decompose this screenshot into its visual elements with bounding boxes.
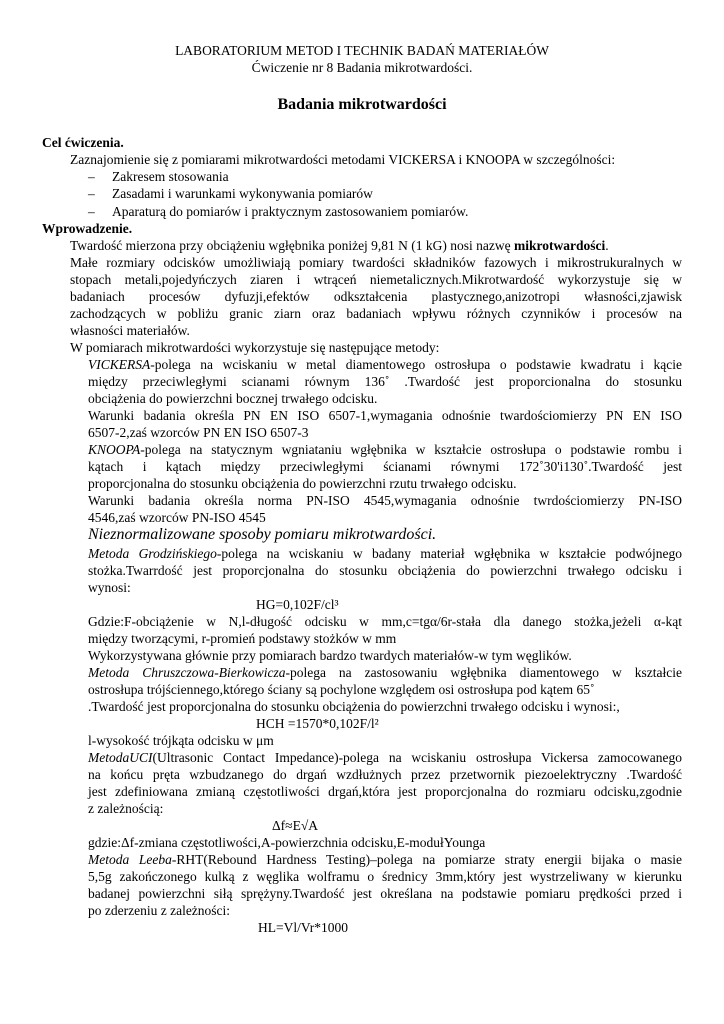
paragraph-line: proporcjonalna do stosunku obciążenia do powierzchni rzutu trwałego odcisku. [88, 476, 517, 491]
section-heading-goal: Cel ćwiczenia. [42, 135, 124, 150]
formula-hg: HG=0,102F/cl³ [256, 597, 339, 612]
paragraph-line: stożka.Twarrdość jest proporcjonalna do stosunku obciążenia do powierzchni trwałego odcisku i [88, 563, 682, 578]
paragraph-line: W pomiarach mikrotwardości wykorzystuje się następujące metody: [70, 340, 440, 355]
paragraph-line: na końcu pręta wzbudzanego do drgań wzdłużnych przez przetwornik piezoelektryczny .Twardość [88, 767, 682, 782]
formula-hl: HL=Vl/Vr*1000 [258, 920, 349, 935]
paragraph-line: kątach i kątach między przeciwległymi ścianami równymi 172˚30'i130˚.Twardość jest [88, 459, 682, 474]
paragraph-line: stopach metali,pojedyńczych ziaren i wtrąceń niemetalicznych.Mikrotwardość wykorzystuje się w [70, 272, 682, 287]
leeb-line-1: Metoda Leeba-RHT(Rebound Hardness Testing)–polega na pomiarze straty energii bijaka o masie [88, 852, 682, 867]
paragraph-line: zachodzących w pobliżu granic ziarn oraz badaniach wpływu różnych czynników i procesów na [70, 306, 682, 321]
paragraph-line: między tworzącymi, r-promień podstawy stożków w mm [88, 631, 397, 646]
paragraph-line: własności materiałów. [70, 323, 190, 338]
formula-uci: Δf≈E√A [272, 818, 318, 833]
paragraph-line: gdzie:Δf-zmiana częstotliwości,A-powierzchnia odcisku,E-modułYounga [88, 835, 486, 850]
bullet-dash: – [88, 204, 95, 219]
paragraph-line: obciążenia do powierzchni bocznej trwałego odcisku. [88, 391, 378, 406]
vickers-line-1: VICKERSA-polega na wciskaniu w metal diamentowego ostrosłupa o podstawie kwadratu i kącie [88, 357, 682, 372]
subsection-heading: Nieznormalizowane sposoby pomiaru mikrotwardości. [88, 526, 437, 543]
paragraph-line: Wykorzystywana głównie przy pomiarach bardzo twardych materiałów-w tym węglików. [88, 648, 572, 663]
paragraph-line: Warunki badania określa PN EN ISO 6507-1,wymagania odnośnie twardościomierzy PN EN ISO [88, 408, 682, 423]
goal-item: Zasadami i warunkami wykonywania pomiarów [112, 186, 373, 201]
page-title: Badania mikrotwardości [277, 96, 447, 113]
paragraph-line: po zderzeniu z zależności: [88, 903, 231, 918]
paragraph-line: Małe rozmiary odcisków umożliwiają pomiary twardości składników fazowych i mikrostrukuralnych w [70, 255, 682, 270]
paragraph-line: ostrosłupa trójściennego,którego ściany są pochylone względem osi ostrosłupa pod kątem 65˚ [88, 682, 595, 697]
paragraph-line: 4546,zaś wzorców PN-ISO 4545 [88, 510, 266, 525]
header-lab: LABORATORIUM METOD I TECHNIK BADAŃ MATERIAŁÓW [175, 43, 549, 58]
goal-item: Aparaturą do pomiarów i praktycznym zastosowaniem pomiarów. [112, 204, 469, 219]
paragraph-line: badaniach procesów dyfuzji,efektów odkształcenia plastycznego,anizotropi własności,zjawisk [70, 289, 682, 304]
paragraph-line: Warunki badania określa norma PN-ISO 4545,wymagania odnośnie twrdościomierzy PN-ISO [88, 493, 682, 508]
section-heading-intro: Wprowadzenie. [42, 221, 133, 236]
paragraph-line: wynosi: [88, 580, 131, 595]
grodz-line-1: Metoda Grodzińskiego-polega na wciskaniu w badany materiał wgłębnika w kształcie podwójnego [88, 546, 683, 561]
bullet-dash: – [88, 169, 95, 184]
paragraph-line: jest zdefiniowana zmianą częstotliwości drgań,która jest proporcjonalna do rozmiaru odcisku,zgodnie [88, 784, 682, 799]
paragraph-line: badanej powierzchni siłą sprężyny.Twardość jest określana na podstawie pomiaru prędkości przed i [88, 886, 682, 901]
paragraph-line: .Twardość jest proporcjonalna do stosunku obciążenia do powierzchni trwałego odcisku i wynosi:, [88, 699, 620, 714]
bullet-dash: – [88, 186, 95, 201]
knoop-line-1: KNOOPA-polega na statycznym wgniataniu wgłębnika w kształcie ostrosłupa o podstawie rombu i [88, 442, 682, 457]
goal-item: Zakresem stosowania [112, 169, 229, 184]
header-exercise: Ćwiczenie nr 8 Badania mikrotwardości. [251, 60, 473, 75]
paragraph-line: 5,5g zakończonego kulką z węglika wolframu o średnicy 3mm,który jest wystrzeliwany w kierunku [88, 869, 682, 884]
chrusz-line-1: Metoda Chruszczowa-Bierkowicza-polega na zastosowaniu wgłębnika diamentowego w kształcie [88, 665, 682, 680]
paragraph-line: Gdzie:F-obciążenie w N,l-długość odcisku w mm,c=tgα/6r-stała dla danego stożka,jeżeli α-kąt [88, 614, 682, 629]
paragraph-line: z zależnością: [88, 801, 164, 816]
paragraph-line: między przeciwległymi scianami równym 136˚ .Twardość jest proporcionalna do stosunku [88, 374, 682, 389]
paragraph-line: l-wysokość trójkąta odcisku w μm [88, 733, 274, 748]
uci-line-1: MetodaUCI(Ultrasonic Contact Impedance)-polega na wciskaniu ostrosłupa Vickersa zamocowanego [88, 750, 682, 765]
paragraph-line: 6507-2,zaś wzorców PN EN ISO 6507-3 [88, 425, 309, 440]
intro-line-1: Twardość mierzona przy obciążeniu wgłębnika poniżej 9,81 N (1 kG) nosi nazwę mikrotwardości. [70, 238, 609, 253]
goal-intro: Zaznajomienie się z pomiarami mikrotwardości metodami VICKERSA i KNOOPA w szczególności: [70, 152, 616, 167]
formula-hch: HCH =1570*0,102F/l² [256, 716, 379, 731]
